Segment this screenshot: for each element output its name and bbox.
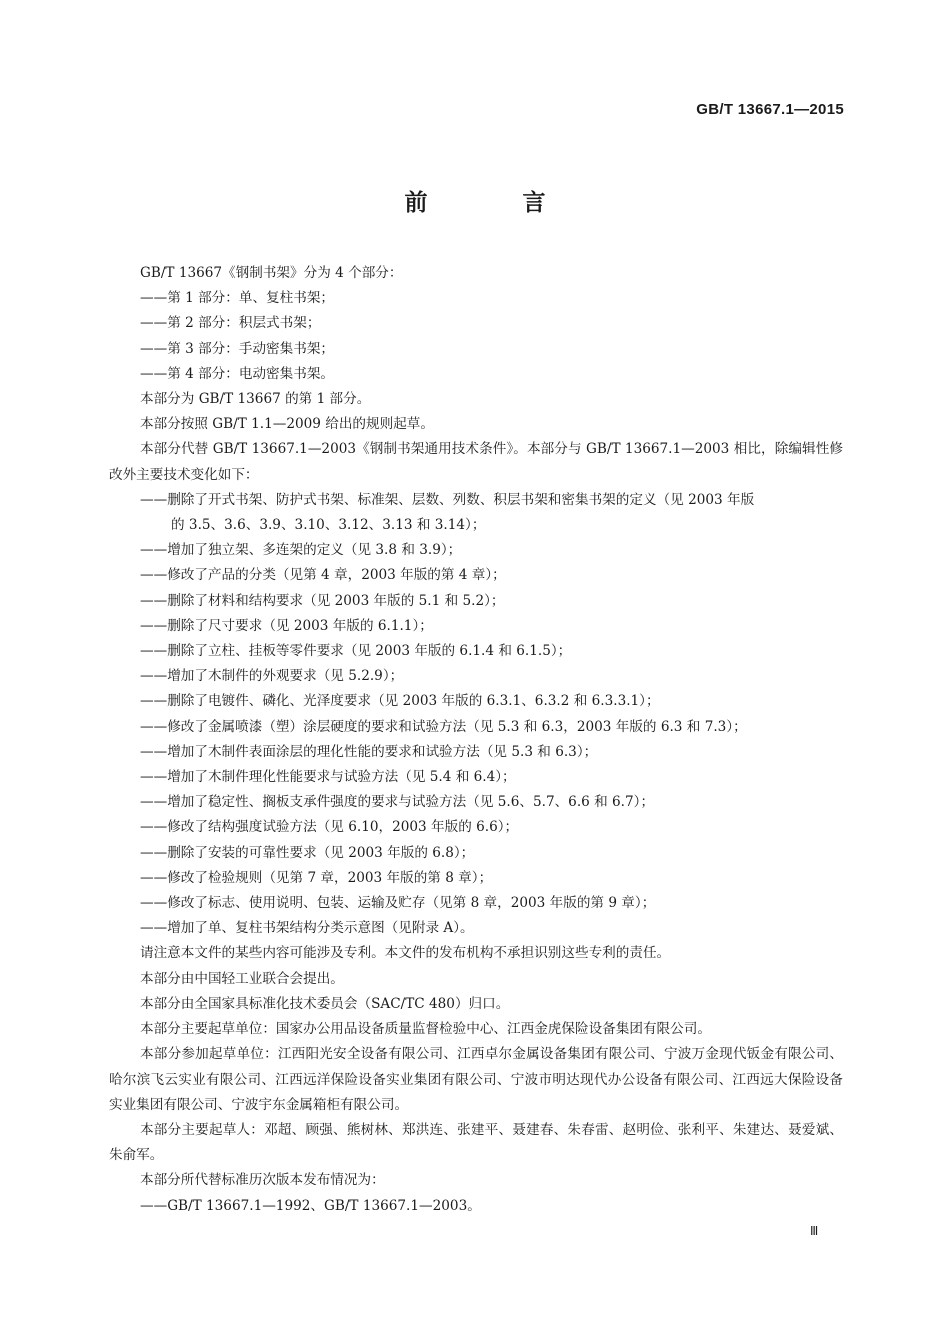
- list-item: ——修改了金属喷漆（塑）涂层硬度的要求和试验方法（见 5.3 和 6.3，2003 年版的 6.3 和 7.3）；: [140, 718, 747, 735]
- list-item: ——删除了立柱、挂板等零件要求（见 2003 年版的 6.1.4 和 6.1.5）；: [140, 643, 572, 660]
- list-item: ——删除了材料和结构要求（见 2003 年版的 5.1 和 5.2）；: [140, 592, 505, 609]
- paragraph: 本部分按照 GB/T 1.1—2009 给出的规则起草。: [140, 416, 434, 433]
- list-item: ——第 3 部分：手动密集书架；: [140, 340, 335, 357]
- paragraph: 本部分主要起草单位：国家办公用品设备质量监督检验中心、江西金虎保险设备集团有限公司。: [140, 1021, 711, 1038]
- list-item: ——增加了稳定性、搁板支承件强度的要求与试验方法（见 5.6、5.7、6.6 和 6.7）；: [140, 794, 655, 811]
- list-item: ——删除了安装的可靠性要求（见 2003 年版的 6.8）；: [140, 844, 475, 861]
- list-item: ——第 4 部分：电动密集书架。: [140, 365, 335, 382]
- paragraph: GB/T 13667《钢制书架》分为 4 个部分：: [140, 265, 403, 281]
- page-number: Ⅲ: [810, 1224, 819, 1238]
- list-item: ——删除了开式书架、防护式书架、标准架、层数、列数、积层书架和密集书架的定义（见 2003 年版: [140, 491, 755, 508]
- list-item: ——增加了木制件表面涂层的理化性能的要求和试验方法（见 5.3 和 6.3）；: [140, 743, 598, 760]
- paragraph: 本部分由全国家具标准化技术委员会（SAC/TC 480）归口。: [140, 995, 510, 1012]
- list-item: ——删除了电镀件、磷化、光泽度要求（见 2003 年版的 6.3.1、6.3.2 和 6.3.3.1）；: [140, 693, 660, 710]
- list-item: ——修改了结构强度试验方法（见 6.10，2003 年版的 6.6）；: [140, 819, 519, 836]
- list-item: ——GB/T 13667.1—1992、GB/T 13667.1—2003。: [140, 1197, 481, 1214]
- list-item: ——增加了木制件的外观要求（见 5.2.9）；: [140, 668, 404, 685]
- foreword-body: [109, 261, 843, 1219]
- list-item: ——增加了木制件理化性能要求与试验方法（见 5.4 和 6.4）；: [140, 769, 516, 786]
- list-item: ——增加了独立架、多连架的定义（见 3.8 和 3.9）；: [140, 542, 462, 559]
- paragraph: 本部分主要起草人：邓超、顾强、熊树林、郑洪连、张建平、聂建春、朱春雷、赵明俭、张利平、朱建达、聂爱斌、朱俞军。: [109, 1121, 843, 1164]
- paragraph: 请注意本文件的某些内容可能涉及专利。本文件的发布机构不承担识别这些专利的责任。: [140, 945, 671, 962]
- paragraph: 本部分为 GB/T 13667 的第 1 部分。: [140, 391, 371, 408]
- paragraph: 本部分参加起草单位：江西阳光安全设备有限公司、江西卓尔金属设备集团有限公司、宁波万金现代钣金有限公司、哈尔滨飞云实业有限公司、江西远洋保险设备实业集团有限公司、宁波市明达现代办公设备有限公司、江西远大保险设备实业集团有限公司、宁波宇东金属箱柜有限公司。: [109, 1046, 843, 1113]
- paragraph: 本部分所代替标准历次版本发布情况为：: [140, 1172, 385, 1189]
- list-item: ——第 2 部分：积层式书架；: [140, 315, 321, 332]
- standard-code: GB/T 13667.1—2015: [696, 101, 844, 118]
- list-item: ——修改了产品的分类（见第 4 章，2003 年版的第 4 章）；: [140, 567, 506, 584]
- list-item: ——删除了尺寸要求（见 2003 年版的 6.1.1）；: [140, 617, 433, 634]
- list-item: ——增加了单、复柱书架结构分类示意图（见附录 A）。: [140, 920, 474, 937]
- list-item: ——修改了检验规则（见第 7 章，2003 年版的第 8 章）；: [140, 869, 493, 886]
- list-item: ——修改了标志、使用说明、包装、运输及贮存（见第 8 章，2003 年版的第 9 章）；: [140, 895, 656, 912]
- list-item: ——第 1 部分：单、复柱书架；: [140, 290, 335, 307]
- list-item: 的 3.5、3.6、3.9、3.10、3.12、3.13 和 3.14）；: [171, 517, 486, 534]
- paragraph: 本部分代替 GB/T 13667.1—2003《钢制书架通用技术条件》。本部分与 GB/T 13667.1—2003 相比，除编辑性修改外主要技术变化如下：: [109, 441, 843, 483]
- paragraph: 本部分由中国轻工业联合会提出。: [140, 970, 344, 987]
- page-title: 前 言: [404, 190, 582, 216]
